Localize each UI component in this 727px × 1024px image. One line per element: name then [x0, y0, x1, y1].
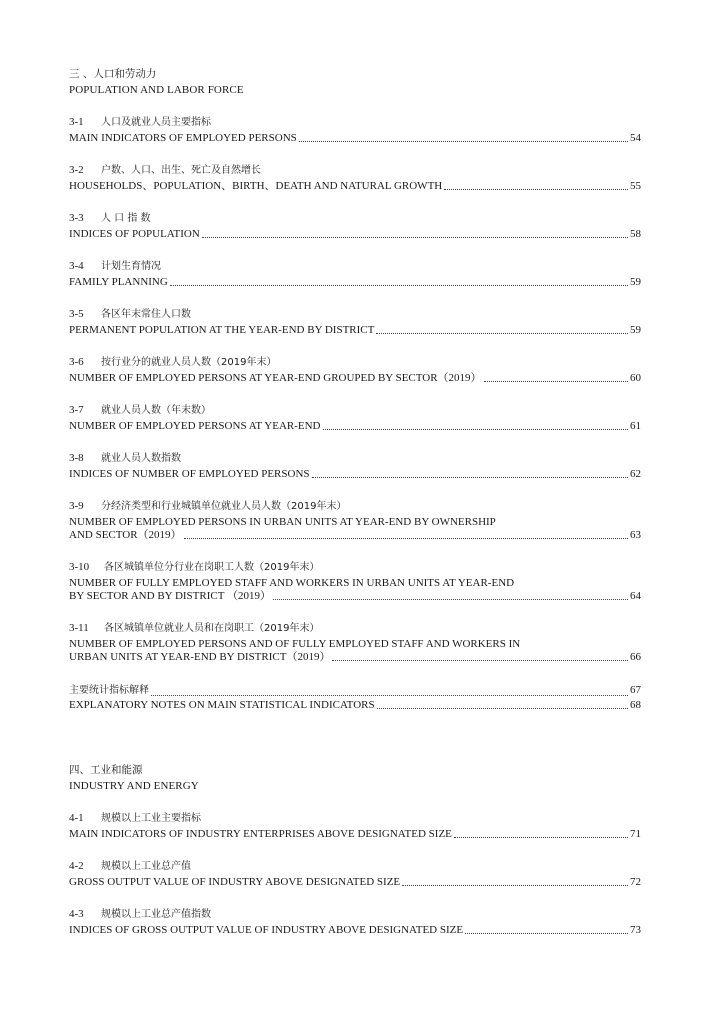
entry-title-en: NUMBER OF EMPLOYED PERSONS IN URBAN UNITS AT YEAR-END BY OWNERSHIP	[69, 516, 496, 528]
toc-entry[interactable]	[69, 808, 641, 841]
entry-cn-text: 人 口 指 数	[101, 213, 151, 224]
toc-entry[interactable]	[69, 352, 641, 385]
entry-title-en-with-page	[69, 180, 641, 193]
leader-dots	[312, 476, 628, 478]
section-3-notes	[69, 681, 641, 712]
page-number: 67	[630, 684, 641, 696]
leader-dots	[184, 537, 628, 539]
entry-title-en-with-page	[69, 828, 641, 841]
entry-cn-text: 各区城镇单位分行业在岗职工人数（2019年末）	[104, 562, 320, 573]
page-number: 72	[630, 876, 641, 888]
entry-title-cn	[69, 304, 641, 324]
page-number: 68	[630, 699, 641, 711]
leader-dots	[332, 659, 628, 661]
entry-cn-text: 就业人员人数指数	[101, 453, 181, 464]
entry-title-en: GROSS OUTPUT VALUE OF INDUSTRY ABOVE DESIGNATED SIZE	[69, 876, 401, 888]
section-4-title-en: INDUSTRY AND ENERGY	[69, 780, 199, 792]
entry-title-en-with-page	[69, 420, 641, 433]
toc-entry[interactable]	[69, 496, 641, 542]
entry-title-en-with-page	[69, 132, 641, 145]
entry-title-en-with-page	[69, 324, 641, 337]
entry-number: 4-2	[69, 860, 84, 872]
entry-title-en: NUMBER OF EMPLOYED PERSONS AND OF FULLY EMPLOYED STAFF AND WORKERS IN	[69, 638, 521, 650]
entry-cn-text: 各区年末常住人口数	[101, 309, 191, 320]
toc-entry[interactable]	[69, 304, 641, 337]
toc-entry[interactable]	[69, 400, 641, 433]
leader-dots	[323, 428, 628, 430]
page-number: 62	[630, 468, 641, 480]
entry-title-en-with-page	[69, 590, 641, 603]
entry-number: 3-9	[69, 500, 84, 512]
entry-cn-text: 规模以上工业总产值	[101, 861, 191, 872]
page-number: 63	[630, 529, 641, 541]
entry-title-cn	[69, 808, 641, 828]
entry-title-en-with-page	[69, 372, 641, 385]
leader-dots	[444, 188, 628, 190]
entry-title-en: INDICES OF GROSS OUTPUT VALUE OF INDUSTRY ABOVE DESIGNATED SIZE	[69, 924, 464, 936]
page-number: 61	[630, 420, 641, 432]
entry-title-cn	[69, 352, 641, 372]
entry-title-cn	[69, 448, 641, 468]
entry-number: 3-1	[69, 116, 84, 128]
notes-en-text: EXPLANATORY NOTES ON MAIN STATISTICAL INDICATORS	[69, 699, 375, 711]
entry-title-en: MAIN INDICATORS OF EMPLOYED PERSONS	[69, 132, 297, 144]
page-number: 60	[630, 372, 641, 384]
entry-title-en: URBAN UNITS AT YEAR-END BY DISTRICT（2019）	[69, 651, 331, 663]
entry-cn-text: 人口及就业人员主要指标	[101, 117, 211, 128]
section-4-title-cn: 四、工业和能源	[69, 764, 143, 776]
leader-dots	[465, 932, 628, 934]
entry-number: 3-4	[69, 260, 84, 272]
entry-title-en-with-page	[69, 276, 641, 289]
section-3-entries	[69, 112, 641, 664]
toc-entry[interactable]	[69, 557, 641, 603]
entry-number: 3-5	[69, 308, 84, 320]
entry-number: 4-1	[69, 812, 84, 824]
leader-dots	[454, 836, 628, 838]
toc-entry-notes-en[interactable]	[69, 699, 641, 712]
leader-dots	[402, 884, 628, 886]
section-4-entries	[69, 808, 641, 937]
entry-number: 3-8	[69, 452, 84, 464]
entry-title-en-with-page	[69, 228, 641, 241]
entry-title-en: PERMANENT POPULATION AT THE YEAR-END BY DISTRICT	[69, 324, 375, 336]
toc-entry[interactable]	[69, 112, 641, 145]
entry-title-en-with-page	[69, 876, 641, 889]
entry-title-en: NUMBER OF FULLY EMPLOYED STAFF AND WORKERS IN URBAN UNITS AT YEAR-END	[69, 577, 515, 589]
entry-title-en: NUMBER OF EMPLOYED PERSONS AT YEAR-END GROUPED BY SECTOR（2019）	[69, 372, 482, 384]
entry-title-en-with-page	[69, 924, 641, 937]
entry-number: 4-3	[69, 908, 84, 920]
section-4-header	[69, 760, 641, 793]
entry-cn-text: 规模以上工业总产值指数	[101, 909, 211, 920]
page-number: 58	[630, 228, 641, 240]
entry-title-cn	[69, 557, 641, 577]
entry-title-cn	[69, 856, 641, 876]
page-number: 66	[630, 651, 641, 663]
notes-cn-text: 主要统计指标解释	[69, 685, 149, 696]
entry-title-cn	[69, 618, 641, 638]
leader-dots	[170, 284, 628, 286]
leader-dots	[151, 694, 628, 696]
entry-cn-text: 就业人员人数（年末数）	[101, 405, 211, 416]
toc-entry[interactable]	[69, 208, 641, 241]
page-number: 59	[630, 276, 641, 288]
section-3-header	[69, 64, 641, 97]
entry-title-en: AND SECTOR（2019）	[69, 529, 182, 541]
section-3-title-cn: 三 、人口和劳动力	[69, 68, 157, 80]
entry-cn-text: 按行业分的就业人员人数（2019年末）	[101, 357, 277, 368]
leader-dots	[376, 332, 628, 334]
entry-number: 3-7	[69, 404, 84, 416]
leader-dots	[202, 236, 628, 238]
page-number: 59	[630, 324, 641, 336]
page-number: 73	[630, 924, 641, 936]
page-number: 54	[630, 132, 641, 144]
entry-title-cn	[69, 160, 641, 180]
entry-title-en-with-page	[69, 468, 641, 481]
toc-entry[interactable]	[69, 856, 641, 889]
entry-title-cn	[69, 256, 641, 276]
leader-dots	[299, 140, 628, 142]
entry-title-cn	[69, 208, 641, 228]
entry-cn-text: 各区城镇单位就业人员和在岗职工（2019年末）	[104, 623, 320, 634]
toc-entry-notes-cn[interactable]	[69, 681, 641, 699]
entry-number: 3-6	[69, 356, 84, 368]
entry-title-en: INDICES OF POPULATION	[69, 228, 200, 240]
page-number: 71	[630, 828, 641, 840]
entry-title-cn	[69, 496, 641, 516]
entry-title-en: MAIN INDICATORS OF INDUSTRY ENTERPRISES ABOVE DESIGNATED SIZE	[69, 828, 452, 840]
entry-cn-text: 分经济类型和行业城镇单位就业人员人数（2019年末）	[101, 501, 347, 512]
entry-number: 3-3	[69, 212, 84, 224]
section-3-title-en: POPULATION AND LABOR FORCE	[69, 84, 244, 96]
entry-title-cn	[69, 904, 641, 924]
toc-entry[interactable]	[69, 256, 641, 289]
page-number: 55	[630, 180, 641, 192]
entry-title-en: BY SECTOR AND BY DISTRICT （2019）	[69, 590, 271, 602]
entry-cn-text: 户数、人口、出生、死亡及自然增长	[101, 165, 261, 176]
entry-title-cn	[69, 400, 641, 420]
entry-title-cn	[69, 112, 641, 132]
toc-entry[interactable]	[69, 904, 641, 937]
entry-number: 3-2	[69, 164, 84, 176]
entry-title-en: NUMBER OF EMPLOYED PERSONS AT YEAR-END	[69, 420, 321, 432]
entry-title-en: FAMILY PLANNING	[69, 276, 168, 288]
toc-entry[interactable]	[69, 448, 641, 481]
entry-title-en: HOUSEHOLDS、POPULATION、BIRTH、DEATH AND NATURAL GROWTH	[69, 180, 443, 192]
entry-cn-text: 计划生育情况	[101, 261, 161, 272]
entry-title-en: INDICES OF NUMBER OF EMPLOYED PERSONS	[69, 468, 310, 480]
leader-dots	[484, 380, 628, 382]
toc-entry[interactable]	[69, 618, 641, 664]
entry-title-en-with-page	[69, 529, 641, 542]
leader-dots	[273, 598, 628, 600]
entry-title-en-with-page	[69, 651, 641, 664]
leader-dots	[377, 707, 628, 709]
entry-cn-text: 规模以上工业主要指标	[101, 813, 201, 824]
entry-number: 3-11	[69, 622, 89, 634]
toc-entry[interactable]	[69, 160, 641, 193]
entry-number: 3-10	[69, 561, 90, 573]
page-number: 64	[630, 590, 641, 602]
toc-page	[69, 64, 641, 937]
